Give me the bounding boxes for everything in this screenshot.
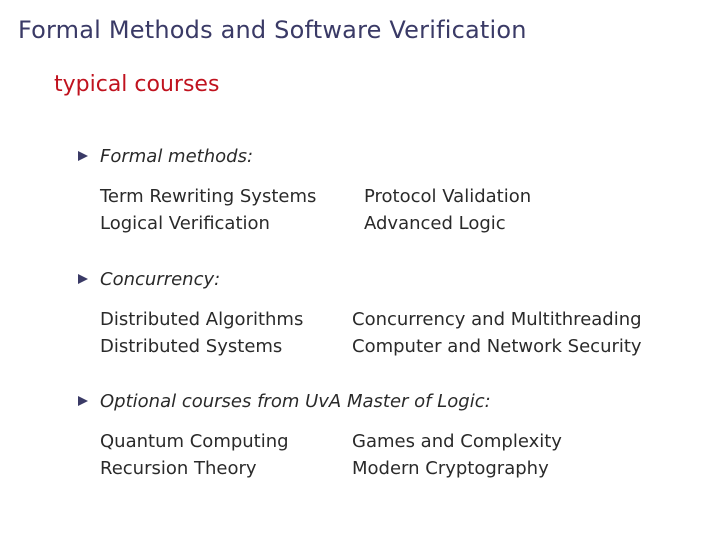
triangle-bullet-icon xyxy=(78,274,88,284)
course-item: Concurrency and Multithreading xyxy=(352,309,642,330)
group-header xyxy=(78,388,698,414)
course-list xyxy=(100,183,698,237)
course-group-concurrency xyxy=(78,266,698,360)
group-label: Concurrency: xyxy=(100,268,221,290)
course-item: Recursion Theory xyxy=(100,458,257,479)
slide-title: Formal Methods and Software Verification xyxy=(18,16,527,44)
course-item: Advanced Logic xyxy=(364,213,506,234)
course-list xyxy=(100,428,698,482)
group-label: Formal methods: xyxy=(100,145,254,167)
group-header xyxy=(78,143,698,169)
course-item: Term Rewriting Systems xyxy=(100,186,317,207)
course-group-optional xyxy=(78,388,698,482)
group-label: Optional courses from UvA Master of Logic: xyxy=(100,390,491,412)
course-item: Protocol Validation xyxy=(364,186,532,207)
triangle-bullet-icon xyxy=(78,396,88,406)
triangle-bullet-icon xyxy=(78,151,88,161)
course-item: Quantum Computing xyxy=(100,431,289,452)
course-group-formal-methods xyxy=(78,143,698,237)
course-item: Logical Verification xyxy=(100,213,270,234)
course-item: Computer and Network Security xyxy=(352,336,642,357)
course-item: Distributed Systems xyxy=(100,336,283,357)
course-item: Games and Complexity xyxy=(352,431,562,452)
section-title: typical courses xyxy=(54,72,220,97)
group-header xyxy=(78,266,698,292)
course-item: Distributed Algorithms xyxy=(100,309,304,330)
course-item: Modern Cryptography xyxy=(352,458,549,479)
course-list xyxy=(100,306,698,360)
